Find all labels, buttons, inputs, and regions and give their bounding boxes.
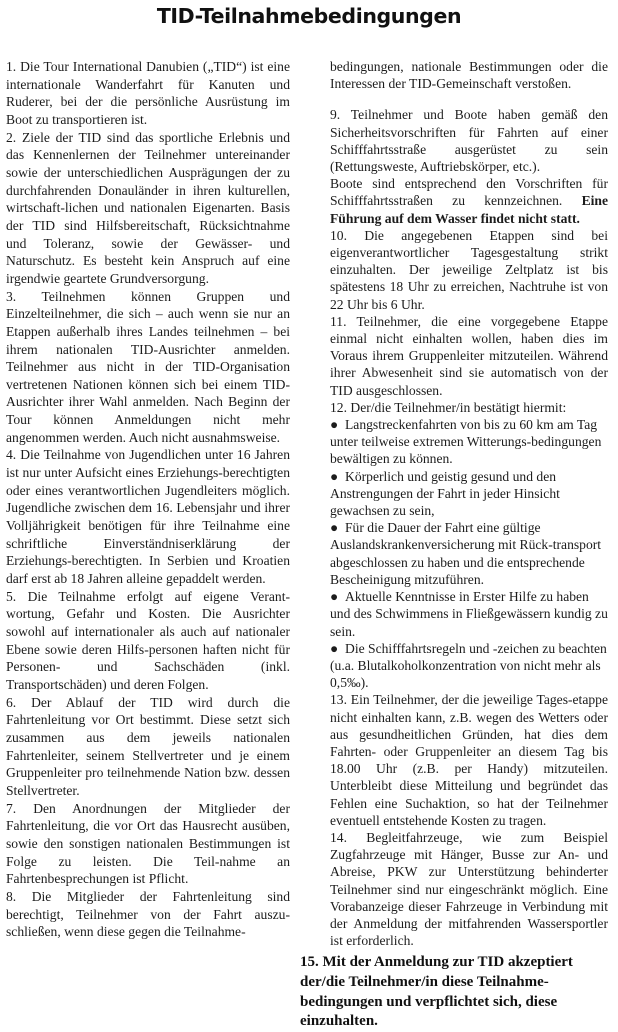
clause-9-boats xyxy=(330,175,608,227)
clause-12: 12. Der/die Teilnehmer/in bestätigt hiermit: xyxy=(330,399,567,415)
spacer xyxy=(330,92,608,106)
clause-11: 11. Teilnehmer, die eine vorgegebene Etappe einmal nicht einhalten wollen, haben dies im Voraus ihrem Gruppenleiter mitzuteilen. Während ihrer Abwesenheit sind sie automatisch von der TID ausgeschlossen. xyxy=(330,313,608,398)
bullet-item xyxy=(330,519,608,588)
clause-2: 2. Ziele der TID sind das sportliche Erlebnis und das Kennenlernen der Teilnehmer untereinander sowie der unterschiedlichen Ausprägungen der zu durchfahrenden Donauländer in ihren kulturellen, wirtschaft-lichen und nationalen Eigenarten. Basis der TID sind Hilfsbereitschaft, Rücksichtnahme und Toleranz, sowie der Gewässer- und Naturschutz. Es besteht kein Anspruch auf eine irgendwie geartete Grundversorgung. xyxy=(6,129,290,286)
clause-9: 9. Teilnehmer und Boote haben gemäß den Sicherheitsvorschriften für Fahrten auf einer Schifffahrtsstraße ausgerüstet zu sein (Rettungsweste, Auftriebskörper, etc.). xyxy=(330,107,608,175)
clause-14: 14. Begleitfahrzeuge, wie zum Beispiel Zugfahrzeuge mit Hänger, Busse zur An- und Abreise, PKW zur Unterstützung behinderter Teilnehmer sind nur eingeschränkt möglich. Eine Vorabanzeige dieser Fahrzeuge in Verbindung mit der Anmeldung der mitfahrenden Wassersportler ist erforderlich. xyxy=(330,829,608,949)
left-column xyxy=(6,58,290,941)
clause-9-boats-text: Boote sind entsprechend den Vorschriften für Schifffahrtsstraßen zu kennzeichnen. xyxy=(330,176,608,209)
bullet-icon: ● xyxy=(330,417,339,433)
clause-7: 7. Den Anordnungen der Mitglieder der Fahrtenleitung, die vor Ort das Hausrecht ausüben, sowie den sonstigen nationalen Bestimmungen ist Folge zu leisten. Die Teil-nahme an Fahrtenbesprechungen ist Pflicht. xyxy=(6,800,290,887)
clause-4: 4. Die Teilnahme von Jugendlichen unter 16 Jahren ist nur unter Aufsicht eines Erziehungs-berechtigten oder eines verantwortlichen Jugendleiters möglich. Jugendliche zwischen dem 16. Lebensjahr und ihrer Volljährigkeit benötigen für ihre Teilnahme eine schriftliche Einverständniserklärung der Erziehungs-berechtigten. In Serbien und Kroatien darf erst ab 18 Jahren alleine gepaddelt werden. xyxy=(6,447,290,587)
bullet-text: Für die Dauer der Fahrt eine gültige Auslandskrankenversicherung mit Rück-transport abgeschlossen zu haben und die entsprechende Bescheinigung mitzuführen. xyxy=(330,520,602,587)
bullet-item xyxy=(330,468,608,520)
bullet-item xyxy=(330,588,608,640)
clause-15: 15. Mit der Anmeldung zur TID akzeptiert der/die Teilnehmer/in diese Teilnahme-bedingungen und verpflichtet sich, diese einzuhalten. xyxy=(300,954,573,1030)
bullet-item xyxy=(330,640,608,692)
bullet-item xyxy=(330,416,608,468)
clause-5: 5. Die Teilnahme erfolgt auf eigene Verant-wortung, Gefahr und Kosten. Die Ausrichter sowohl auf internationaler als auch auf nationaler Ebene sowie deren Hilfs-personen haften nicht für Personen- und Sachschäden (inkl. Transportschäden) und deren Folgen. xyxy=(6,588,290,692)
clause-3: 3. Teilnehmen können Gruppen und Einzelteilnehmer, die sich – auch wenn sie nur an Etappen außerhalb ihres Landes teilnehmen – bei ihrem nationalen TID-Ausrichter anmelden. Teilnehmer aus nicht in der TID-Organisation vertretenen Nationen können sich bei einem TID-Ausrichter ihrer Wahl anmelden. Nach Beginn der Tour können Anmeldungen nicht mehr angenommen werden. Auch nicht ausnahmsweise. xyxy=(6,288,290,445)
bullet-icon: ● xyxy=(330,640,339,656)
clause-8: 8. Die Mitglieder der Fahrtenleitung sind berechtigt, Teilnehmer von der Fahrt auszu-schließen, wenn diese gegen die Teilnahme- xyxy=(6,888,290,940)
bullet-text: Aktuelle Kenntnisse in Erster Hilfe zu haben und des Schwimmens in Fließgewässern kundig zu sein. xyxy=(330,589,608,639)
bullet-text: Die Schifffahrtsregeln und -zeichen zu beachten (u.a. Blutalkoholkonzentration von nicht mehr als 0,5‰). xyxy=(330,640,607,691)
document-title: TID-Teilnahmebedingungen xyxy=(156,4,462,28)
clause-10: 10. Die angegebenen Etappen sind bei eigenverantwortlicher Tagesgestaltung strikt einzuhalten. Der jeweilige Zeltplatz ist bis spätestens 18 Uhr zu erreichen, Nachtruhe ist von 22 Uhr bis 6 Uhr. xyxy=(330,227,608,312)
clause-6: 6. Der Ablauf der TID wird durch die Fahrtenleitung vor Ort bestimmt. Diese setzt sich zusammen aus dem jeweils nationalen Fahrtenleiter, seinem Stellvertreter und je einem Gruppenleiter pro teilnehmende Nation bzw. dessen Stellvertreter. xyxy=(6,694,290,798)
bullet-icon: ● xyxy=(330,520,339,536)
clause-13: 13. Ein Teilnehmer, der die jeweilige Tages-etappe nicht einhalten kann, z.B. wegen des Wetters oder aus gesundheitlichen Gründen, hat dies dem Fahrten- oder Gruppenleiter an diesem Tag bis 18.00 Uhr (z.B. per Handy) mitzuteilen. Unterbleibt diese Mitteilung und begründet das Fehlen eine Suchaktion, so hat der Teilnehmer eventuell entstehende Kosten zu tragen. xyxy=(330,692,608,828)
clause-9-bold-note: Eine Führung auf dem Wasser findet nicht statt. xyxy=(330,193,609,226)
bullet-text: Langstreckenfahrten von bis zu 60 km am Tag unter teilweise extremen Witterungs-bedingungen bewältigen zu können. xyxy=(330,417,602,467)
bullet-icon: ● xyxy=(330,468,339,484)
clause-1: 1. Die Tour International Danubien („TID“) ist eine internationale Wanderfahrt für Kanuten und Ruderer, bei der die persönliche Ausrüstung im Boot zu transportieren ist. xyxy=(6,59,290,127)
bullet-text: Körperlich und geistig gesund und den Anstrengungen der Fahrt in jeder Hinsicht gewachsen zu sein, xyxy=(330,468,560,519)
right-column xyxy=(300,58,609,1032)
clause-8-continued: bedingungen, nationale Bestimmungen oder die Interessen der TID-Gemeinschaft verstoßen. xyxy=(330,59,608,92)
bullet-icon: ● xyxy=(330,589,339,605)
